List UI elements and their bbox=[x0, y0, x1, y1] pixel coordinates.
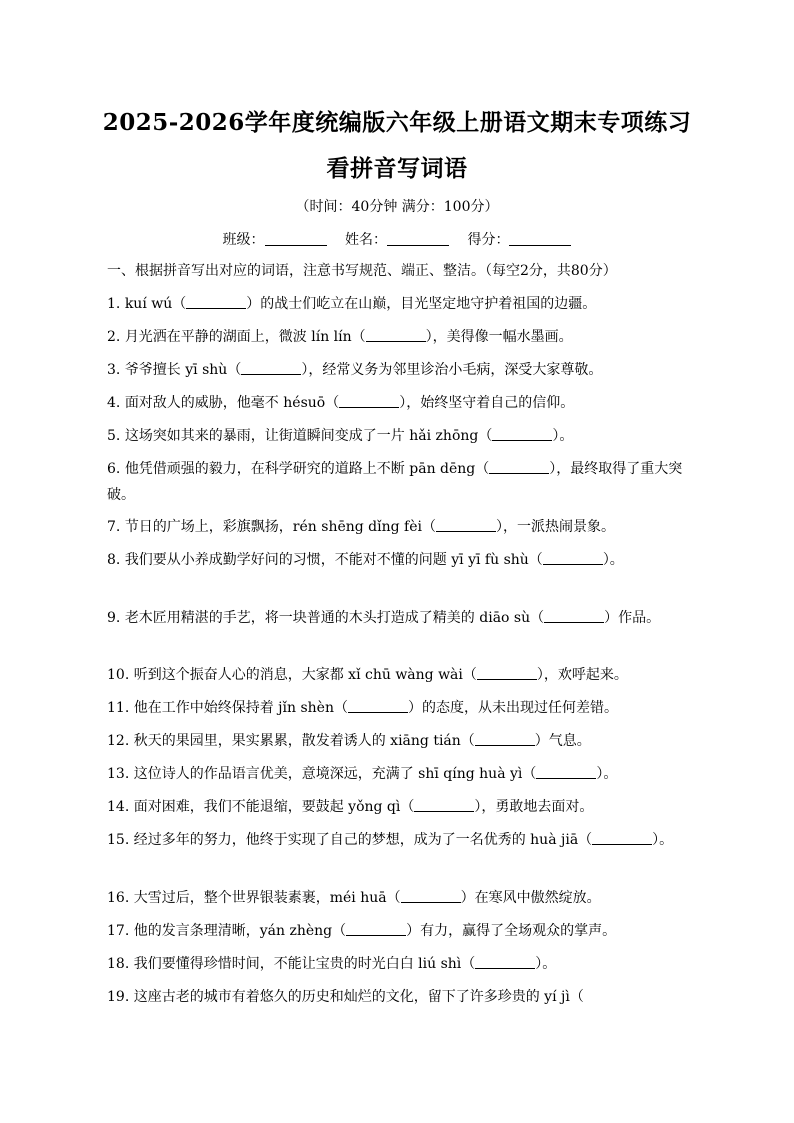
question-item: 17. 他的发言条理清晰，yán zhèng（ ）有力，赢得了全场观众的掌声。 bbox=[107, 923, 617, 939]
name-blank[interactable] bbox=[387, 231, 449, 246]
section-heading: 一、根据拼音写出对应的词语，注意书写规范、端正、整洁。（每空2分，共80分） bbox=[107, 263, 617, 279]
page-title: 2025-2026学年度统编版六年级上册语文期末专项练习 bbox=[102, 109, 692, 136]
question-item: 2. 月光洒在平静的湖面上，微波 lín lín（ ），美得像一幅水墨画。 bbox=[107, 329, 573, 345]
class-label: 班级： bbox=[222, 232, 265, 248]
student-info-row bbox=[0, 229, 794, 249]
question-item: 11. 他在工作中始终保持着 jǐn shèn（ ）的态度，从未出现过任何差错。 bbox=[107, 700, 618, 716]
answer-blank[interactable] bbox=[475, 955, 535, 969]
class-blank[interactable] bbox=[265, 231, 327, 246]
question-item: 15. 经过多年的努力，他终于实现了自己的梦想，成为了一名优秀的 huà jiā（ ）。 bbox=[107, 832, 674, 848]
answer-blank[interactable] bbox=[348, 699, 408, 713]
question-item: 10. 听到这个振奋人心的消息，大家都 xǐ chū wàng wài（ ），欢呼起来。 bbox=[107, 667, 628, 683]
answer-blank[interactable] bbox=[477, 666, 537, 680]
answer-blank[interactable] bbox=[366, 328, 426, 342]
question-item: 19. 这座古老的城市有着悠久的历史和灿烂的文化，留下了许多珍贵的 yí jì（ bbox=[107, 989, 584, 1005]
question-item: 1. kuí wú（ ）的战士们屹立在山巅，目光坚定地守护着祖国的边疆。 bbox=[107, 296, 597, 312]
answer-blank[interactable] bbox=[339, 394, 399, 408]
answer-blank[interactable] bbox=[544, 609, 604, 623]
question-item: 18. 我们要懂得珍惜时间，不能让宝贵的时光白白 liú shì（ ）。 bbox=[107, 956, 557, 972]
answer-blank[interactable] bbox=[543, 551, 603, 565]
question-item: 3. 爷爷擅长 yī shù（ ），经常义务为邻里诊治小毛病，深受大家尊敬。 bbox=[107, 362, 603, 378]
answer-blank[interactable] bbox=[592, 831, 652, 845]
answer-blank[interactable] bbox=[475, 732, 535, 746]
answer-blank[interactable] bbox=[346, 922, 406, 936]
question-item: 6. 他凭借顽强的毅力，在科学研究的道路上不断 pān dēng（ ），最终取得了重大突破。 bbox=[107, 461, 683, 503]
answer-blank[interactable] bbox=[536, 765, 596, 779]
question-item: 14. 面对困难，我们不能退缩，要鼓起 yǒng qì（ ），勇敢地去面对。 bbox=[107, 799, 594, 815]
answer-blank[interactable] bbox=[186, 295, 246, 309]
score-blank[interactable] bbox=[509, 231, 571, 246]
answer-blank[interactable] bbox=[489, 460, 549, 474]
question-item: 7. 节日的广场上，彩旗飘扬，rén shēng dǐng fèi（ ），一派热闹景象。 bbox=[107, 519, 615, 535]
question-item: 12. 秋天的果园里，果实累累，散发着诱人的 xiāng tián（ ）气息。 bbox=[107, 733, 591, 749]
question-item: 16. 大雪过后，整个世界银装素裹，méi huā（ ）在寒风中傲然绽放。 bbox=[107, 890, 601, 906]
answer-blank[interactable] bbox=[414, 798, 474, 812]
page-subtitle: 看拼音写词语 bbox=[326, 155, 468, 182]
answer-blank[interactable] bbox=[436, 518, 496, 532]
question-item: 13. 这位诗人的作品语言优美，意境深远，充满了 shī qíng huà yì（ ）。 bbox=[107, 766, 618, 782]
score-label: 得分： bbox=[467, 232, 510, 248]
question-item: 4. 面对敌人的威胁，他毫不 hésuō（ ），始终坚守着自己的信仰。 bbox=[107, 395, 575, 411]
exam-meta: （时间：40分钟 满分：100分） bbox=[295, 199, 499, 215]
name-label: 姓名： bbox=[345, 232, 387, 248]
answer-blank[interactable] bbox=[492, 427, 552, 441]
answer-blank[interactable] bbox=[401, 889, 461, 903]
answer-blank[interactable] bbox=[241, 361, 301, 375]
question-item: 9. 老木匠用精湛的手艺，将一块普通的木头打造成了精美的 diāo sù（ ）作品。 bbox=[107, 610, 661, 626]
question-item: 8. 我们要从小养成勤学好问的习惯，不能对不懂的问题 yī yī fù shù（ ）。 bbox=[107, 552, 624, 568]
question-item: 5. 这场突如其来的暴雨，让街道瞬间变成了一片 hǎi zhōng（ ）。 bbox=[107, 428, 574, 444]
